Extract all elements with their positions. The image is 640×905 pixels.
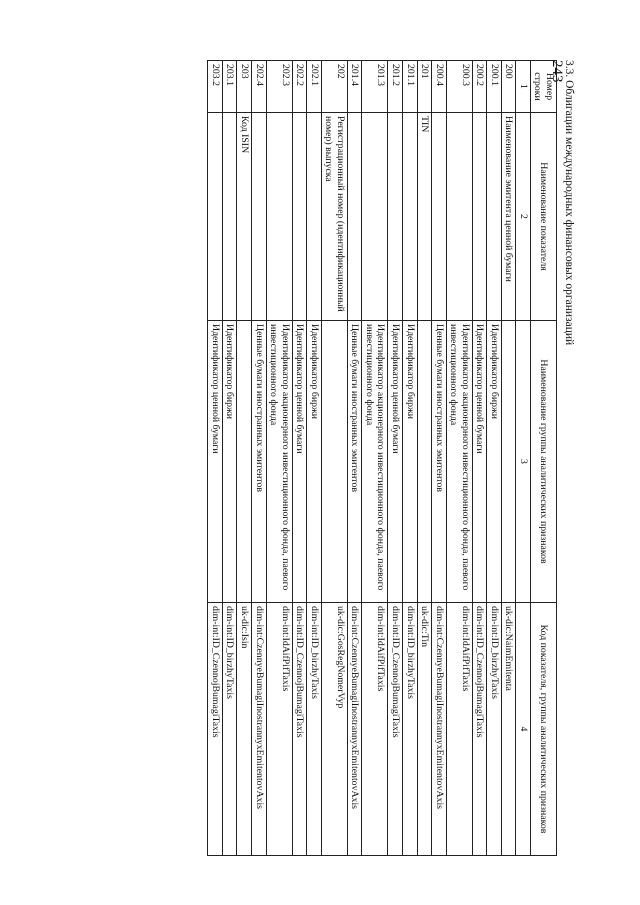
table-row: [307, 61, 322, 856]
table-row: [208, 61, 223, 856]
code-cell: dim-int:ID_birzhyTaxis: [307, 603, 322, 856]
table-row: [292, 61, 307, 856]
code-cell: dim-int:CzennyeBumagiInostrannyxEmitentovAxis: [347, 603, 362, 856]
column-number: 2: [516, 113, 531, 321]
code-cell: dim-int:IdAifPifTaxis: [266, 603, 292, 856]
indicator-name-cell: [472, 113, 487, 321]
table-row: [432, 61, 447, 856]
indicator-name-cell: [292, 113, 307, 321]
group-name-cell: Идентификатор акционерного инвестиционного фонда, паевого инвестиционного фонда: [446, 321, 472, 603]
row-number-cell: 203.1: [222, 61, 237, 113]
group-name-cell: Ценные бумаги иностранных эмитентов: [347, 321, 362, 603]
code-cell: uk-dic:NaimEmitenta: [501, 603, 516, 856]
indicator-name-cell: [487, 113, 502, 321]
indicator-name-cell: [388, 113, 403, 321]
table-body: [208, 61, 516, 856]
header-group-name: Наименование группы аналитических признаков: [530, 321, 556, 603]
indicator-name-cell: TIN: [417, 113, 432, 321]
code-cell: dim-int:ID_birzhyTaxis: [402, 603, 417, 856]
row-number-cell: 200.1: [487, 61, 502, 113]
code-cell: dim-int:ID_CzennojBumagiTaxis: [292, 603, 307, 856]
column-number: 4: [516, 603, 531, 856]
row-number-cell: 202.4: [251, 61, 266, 113]
row-number-cell: 200.4: [432, 61, 447, 113]
table-row: [222, 61, 237, 856]
table-row: [266, 61, 292, 856]
table-row: [501, 61, 516, 856]
code-cell: dim-int:ID_birzhyTaxis: [487, 603, 502, 856]
column-number: 1: [516, 61, 531, 113]
group-name-cell: Идентификатор биржи: [402, 321, 417, 603]
table-row: [362, 61, 388, 856]
table-row: [402, 61, 417, 856]
group-name-cell: Идентификатор биржи: [222, 321, 237, 603]
table-row: [472, 61, 487, 856]
group-name-cell: Идентификатор биржи: [307, 321, 322, 603]
table-row: [237, 61, 252, 856]
row-number-cell: 200: [501, 61, 516, 113]
code-cell: dim-int:CzennyeBumagiInostrannyxEmitentovAxis: [432, 603, 447, 856]
column-number-row: [516, 61, 531, 856]
code-cell: dim-int:ID_CzennojBumagiTaxis: [388, 603, 403, 856]
row-number-cell: 201.2: [388, 61, 403, 113]
indicator-name-cell: [362, 113, 388, 321]
indicator-name-cell: [266, 113, 292, 321]
page-number: 243: [549, 60, 565, 83]
row-number-cell: 201.3: [362, 61, 388, 113]
code-cell: dim-int:ID_CzennojBumagiTaxis: [208, 603, 223, 856]
group-name-cell: [321, 321, 347, 603]
row-number-cell: 203.2: [208, 61, 223, 113]
indicator-name-cell: [446, 113, 472, 321]
code-cell: dim-int:IdAifPifTaxis: [446, 603, 472, 856]
indicator-name-cell: Код ISIN: [237, 113, 252, 321]
table-row: [347, 61, 362, 856]
code-cell: dim-int:ID_CzennojBumagiTaxis: [472, 603, 487, 856]
row-number-cell: 202.2: [292, 61, 307, 113]
group-name-cell: Идентификатор биржи: [487, 321, 502, 603]
indicator-name-cell: [307, 113, 322, 321]
row-number-cell: 202.3: [266, 61, 292, 113]
group-name-cell: Идентификатор акционерного инвестиционного фонда, паевого инвестиционного фонда: [362, 321, 388, 603]
row-number-cell: 201.4: [347, 61, 362, 113]
group-name-cell: [417, 321, 432, 603]
indicator-name-cell: [347, 113, 362, 321]
code-cell: dim-int:ID_birzhyTaxis: [222, 603, 237, 856]
group-name-cell: Идентификатор ценной бумаги: [472, 321, 487, 603]
section-title: 3.3. Облигации международных финансовых организаций: [563, 60, 575, 346]
code-cell: dim-int:CzennyeBumagiInostrannyxEmitentovAxis: [251, 603, 266, 856]
code-cell: dim-int:IdAifPifTaxis: [362, 603, 388, 856]
row-number-cell: 201: [417, 61, 432, 113]
indicator-name-cell: [222, 113, 237, 321]
group-name-cell: Ценные бумаги иностранных эмитентов: [251, 321, 266, 603]
row-number-cell: 203: [237, 61, 252, 113]
table-header-row: [530, 61, 556, 856]
code-cell: uk-dic:Tin: [417, 603, 432, 856]
code-cell: uk-dic:Isin: [237, 603, 252, 856]
row-number-cell: 200.2: [472, 61, 487, 113]
indicators-table: [207, 60, 557, 856]
table-row: [417, 61, 432, 856]
row-number-cell: 200.3: [446, 61, 472, 113]
header-row-number: Номер строки: [530, 61, 556, 113]
indicator-name-cell: [432, 113, 447, 321]
group-name-cell: Идентификатор ценной бумаги: [208, 321, 223, 603]
row-number-cell: 202.1: [307, 61, 322, 113]
indicator-name-cell: [402, 113, 417, 321]
rotated-page-content: [207, 60, 575, 855]
row-number-cell: 201.1: [402, 61, 417, 113]
group-name-cell: Идентификатор ценной бумаги: [388, 321, 403, 603]
indicator-name-cell: [251, 113, 266, 321]
table-row: [487, 61, 502, 856]
group-name-cell: Идентификатор ценной бумаги: [292, 321, 307, 603]
indicator-name-cell: Наименование эмитента ценной бумаги: [501, 113, 516, 321]
table-row: [446, 61, 472, 856]
row-number-cell: 202: [321, 61, 347, 113]
group-name-cell: [501, 321, 516, 603]
table-row: [321, 61, 347, 856]
code-cell: uk-dic:GosRegNomerVyp: [321, 603, 347, 856]
indicator-name-cell: [208, 113, 223, 321]
table-row: [251, 61, 266, 856]
column-number: 3: [516, 321, 531, 603]
group-name-cell: [237, 321, 252, 603]
group-name-cell: Ценные бумаги иностранных эмитентов: [432, 321, 447, 603]
header-code: Код показателя, группы аналитических признаков: [530, 603, 556, 856]
table-row: [388, 61, 403, 856]
indicator-name-cell: Регистрационный номер (идентификационный номер) выпуска: [321, 113, 347, 321]
group-name-cell: Идентификатор акционерного инвестиционного фонда, паевого инвестиционного фонда: [266, 321, 292, 603]
header-indicator-name: Наименование показателя: [530, 113, 556, 321]
